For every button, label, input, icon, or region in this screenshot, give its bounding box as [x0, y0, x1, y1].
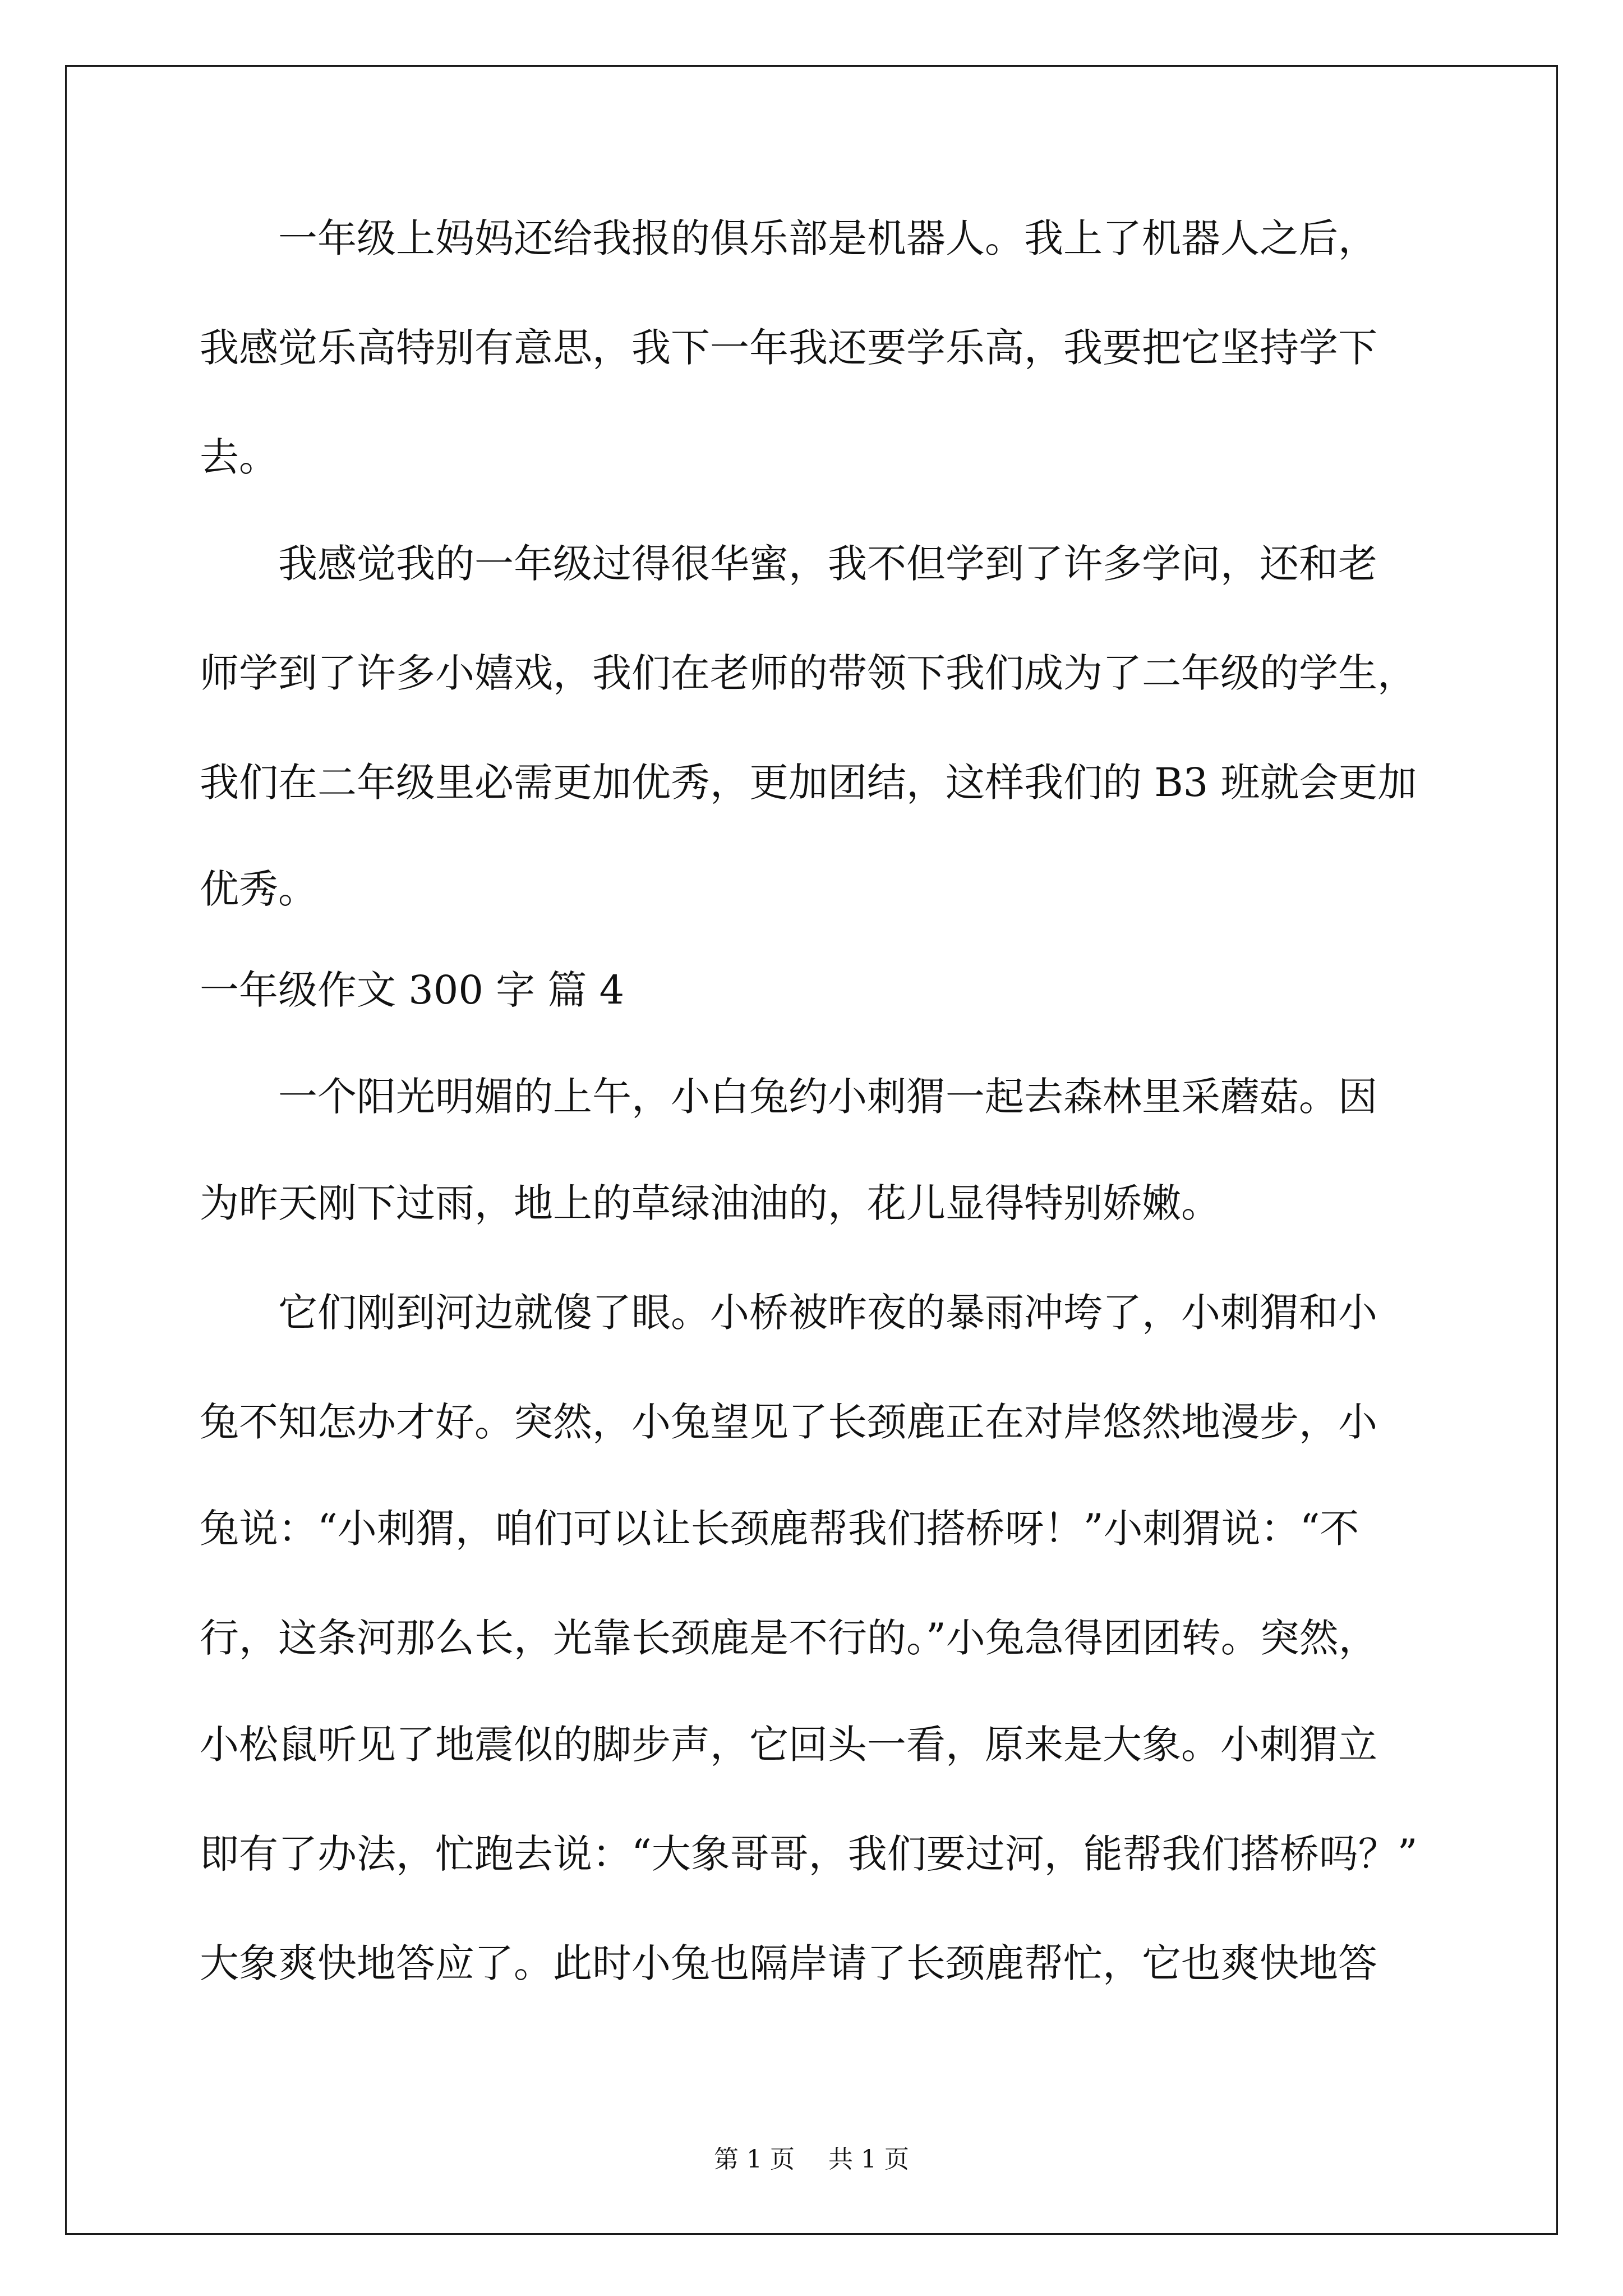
paragraph-line: 兔说：“小刺猬，咱们可以让长颈鹿帮我们搭桥呀！”小刺猬说：“不 [200, 1506, 1359, 1552]
paragraph-line: 我们在二年级里必需更加优秀，更加团结，这样我们的 B3 班就会更加 [200, 760, 1417, 806]
page-footer [0, 2143, 1623, 2177]
paragraph-line: 我感觉乐高特别有意思，我下一年我还要学乐高，我要把它坚持学下 [200, 325, 1377, 371]
paragraph-line: 为昨天刚下过雨，地上的草绿油油的，花儿显得特别娇嫩。 [200, 1180, 1220, 1226]
paragraph-line: 兔不知怎办才好。突然，小兔望见了长颈鹿正在对岸悠然地漫步，小 [200, 1399, 1377, 1445]
paragraph-line: 优秀。 [200, 866, 317, 912]
page-total: 共 1 页 [828, 2145, 909, 2174]
paragraph-line: 它们刚到河边就傻了眼。小桥被昨夜的暴雨冲垮了，小刺猬和小 [200, 1290, 1377, 1336]
paragraph-line: 师学到了许多小嬉戏，我们在老师的带领下我们成为了二年级的学生， [200, 650, 1417, 696]
paragraph-line: 即有了办法，忙跑去说：“大象哥哥，我们要过河，能帮我们搭桥吗？” [200, 1831, 1418, 1877]
page-number: 第 1 页 [714, 2145, 795, 2174]
paragraph-line: 小松鼠听见了地震似的脚步声，它回头一看，原来是大象。小刺猬立 [200, 1722, 1377, 1768]
paragraph-line: 我感觉我的一年级过得很华蜜，我不但学到了许多学问，还和老 [200, 541, 1377, 587]
paragraph-line: 去。 [200, 434, 278, 480]
paragraph-line: 一个阳光明媚的上午，小白兔约小刺猬一起去森林里采蘑菇。因 [200, 1074, 1377, 1120]
paragraph-line: 大象爽快地答应了。此时小兔也隔岸请了长颈鹿帮忙，它也爽快地答 [200, 1940, 1377, 1986]
section-heading: 一年级作文 300 字 篇 4 [200, 967, 625, 1013]
paragraph-line: 行，这条河那么长，光靠长颈鹿是不行的。”小兔急得团团转。突然， [200, 1615, 1378, 1661]
paragraph-line: 一年级上妈妈还给我报的俱乐部是机器人。我上了机器人之后， [200, 215, 1377, 261]
page-border [65, 65, 1558, 2235]
